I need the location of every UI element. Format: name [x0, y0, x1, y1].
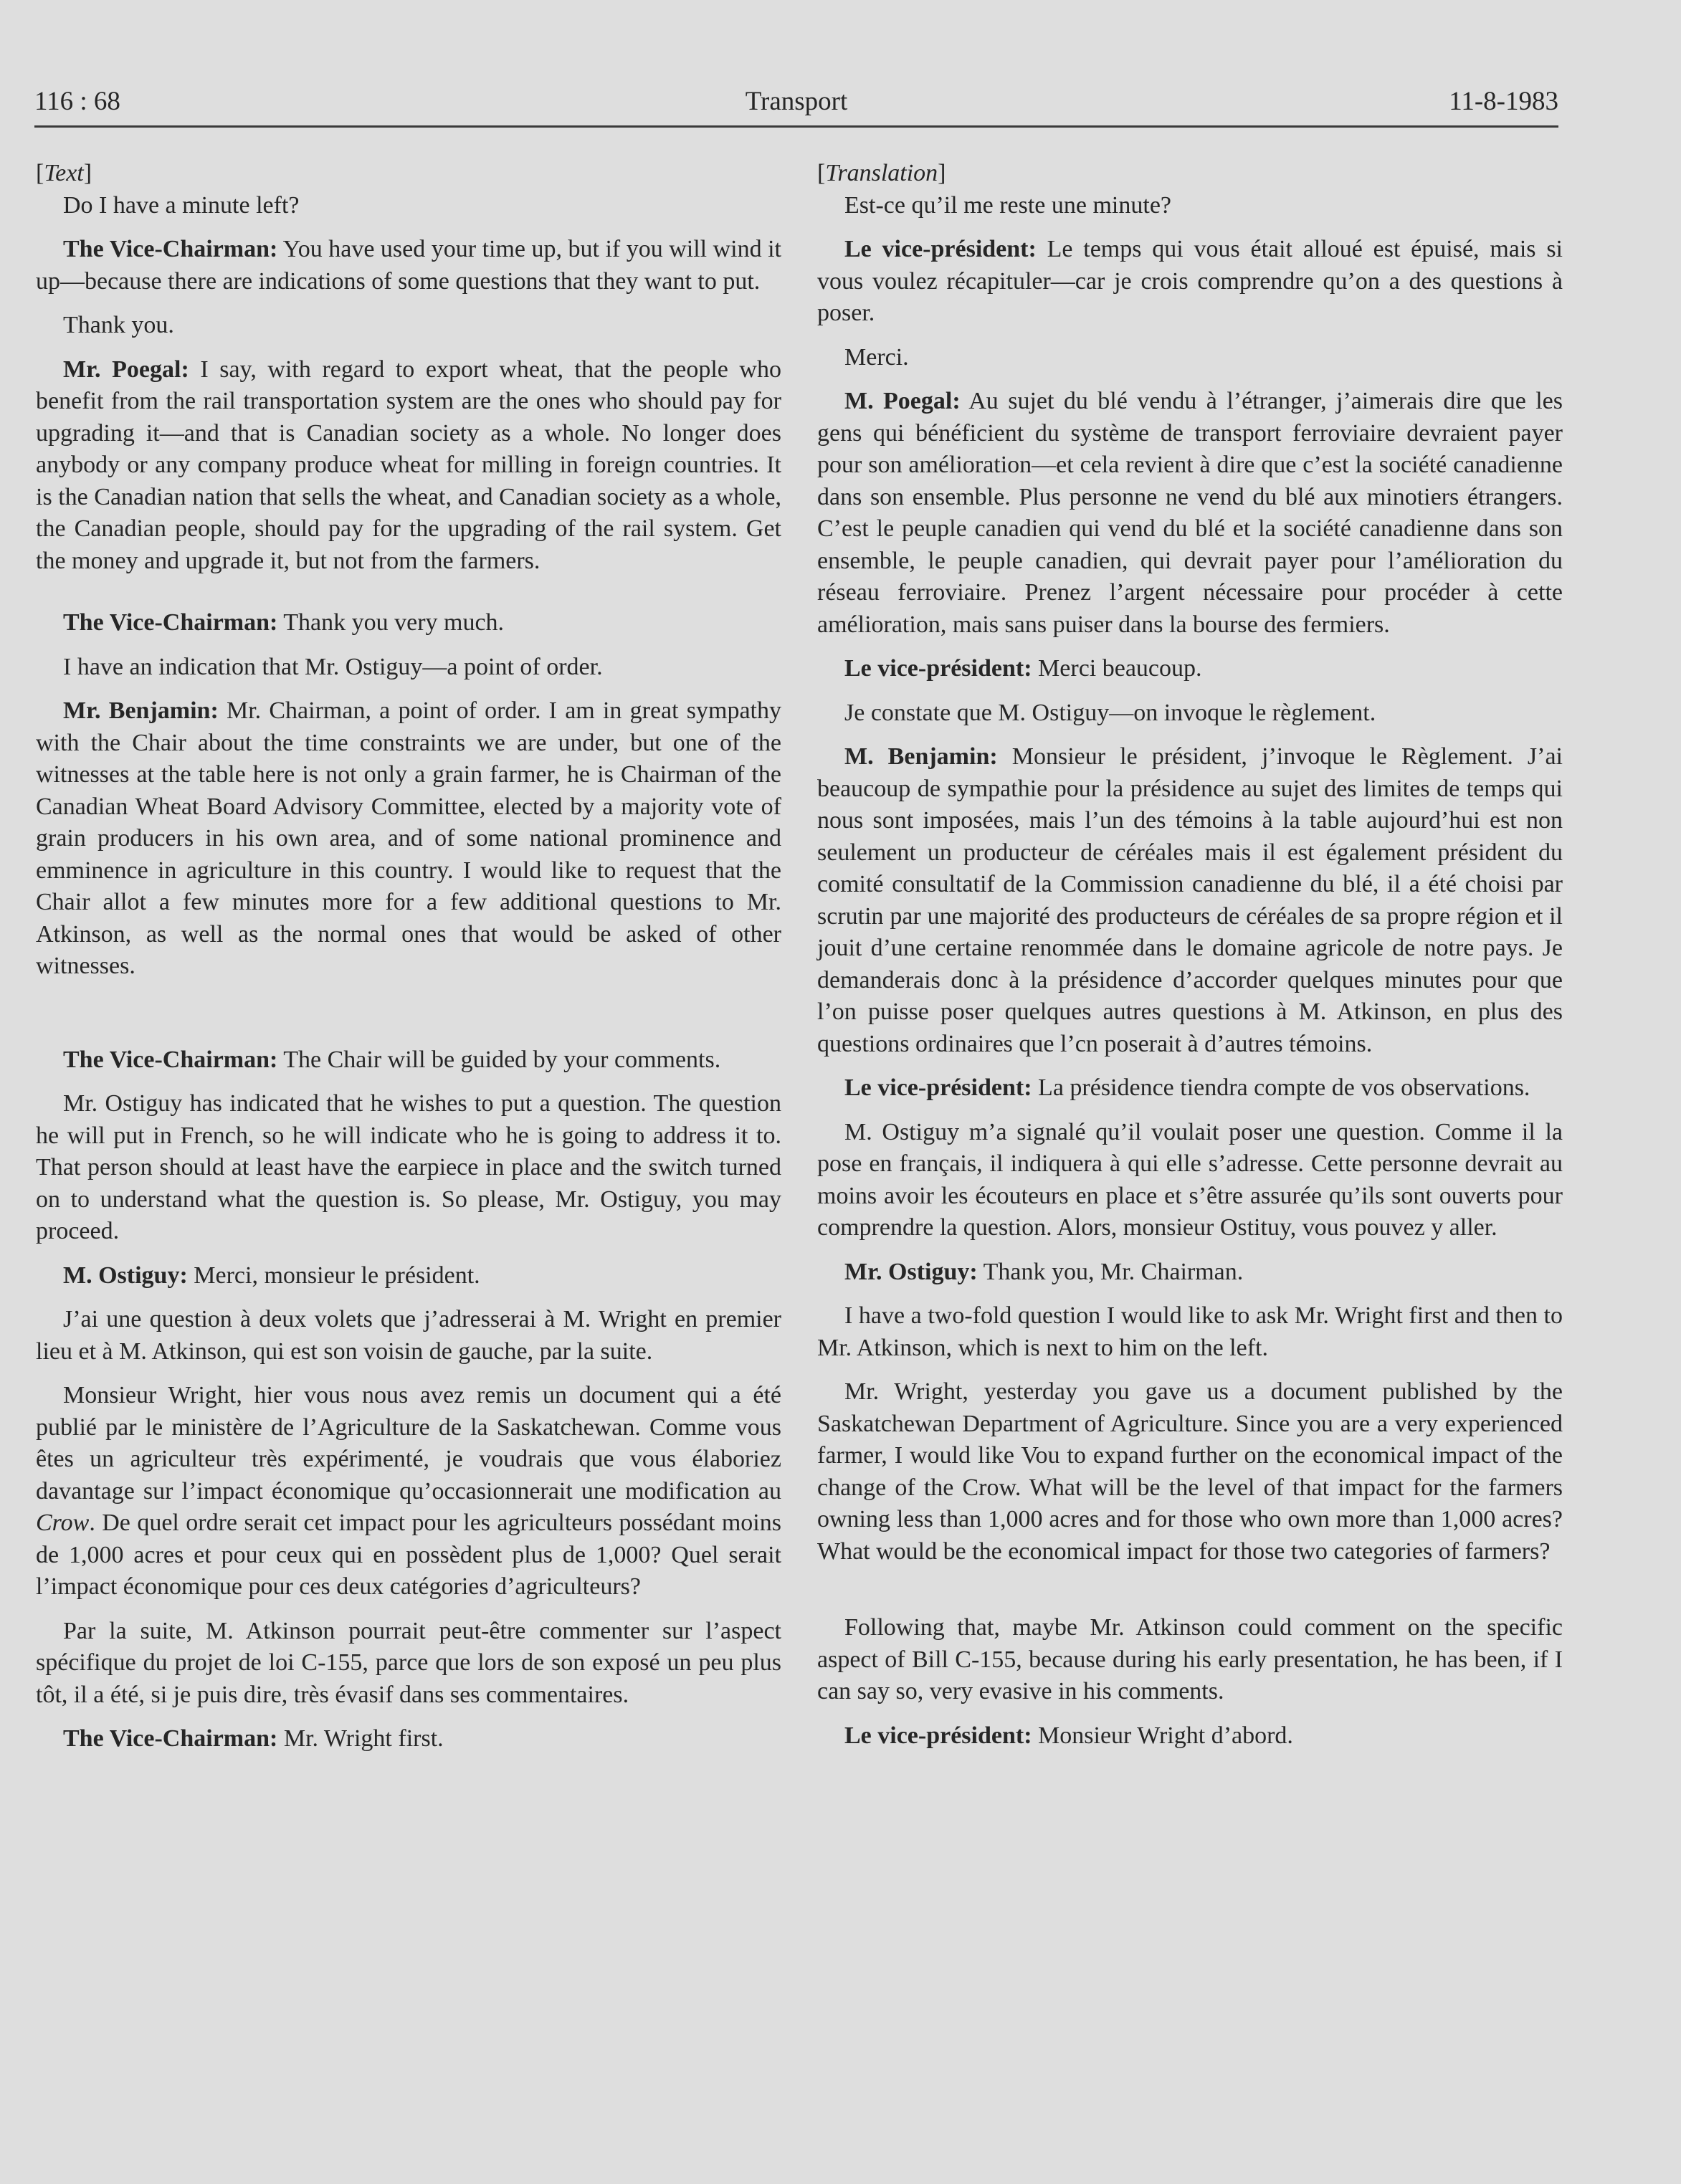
- running-date: 11-8-1983: [1449, 87, 1558, 116]
- paragraph: Je constate que M. Ostiguy—on invoque le règlement.: [844, 699, 1376, 726]
- paragraph: [36, 1260, 781, 1292]
- paragraph: J’ai une question à deux volets que j’adresserai à M. Wright en premier lieu et à M. Atkinson, qui est son voisin de gauche, par la suite.: [36, 1306, 781, 1365]
- speech-text: Merci, monsieur le président.: [187, 1262, 480, 1289]
- italic-term: Crow: [36, 1510, 90, 1536]
- speaker-name: The Vice-Chairman:: [63, 1046, 278, 1073]
- speech-text: Merci beaucoup.: [1032, 655, 1202, 682]
- paragraph: Thank you.: [63, 312, 174, 338]
- paragraph: [36, 1723, 781, 1755]
- paragraph-text: Monsieur Wright, hier vous nous avez remis un document qui a été publié par le ministère de l’Agriculture de la Saskatchewan. Comme vous êtes un agriculteur très expérimenté, je voudrais que vous élaboriez davantage sur l’impact économique qu’occasionnerait une modification au: [36, 1382, 781, 1505]
- paragraph: [817, 1720, 1563, 1753]
- running-head: [34, 80, 1558, 123]
- right-column: [817, 158, 1563, 1764]
- speech-text: Mr. Wright first.: [277, 1725, 444, 1752]
- paragraph: Following that, maybe Mr. Atkinson could comment on the specific aspect of Bill C-155, because during his early presentation, he has been, if I can say so, very evasive in his comments.: [817, 1614, 1563, 1704]
- page-number: 116 : 68: [34, 87, 120, 116]
- speaker-name: Le vice-président:: [844, 1722, 1032, 1749]
- paragraph: [36, 1380, 781, 1603]
- speech-text: Monsieur le président, j’invoque le Règlement. J’ai beaucoup de sympathie pour la présidence au sujet des limites de temps qui nous sont imposées, mais l’un des témoins à la table aujourd’hui est non seulement un producteur de céréales mais il est également président du comité consultatif de la Commission canadienne du blé, il a été choisi par scrutin par une majorité des producteurs de céréales de sa propre région et il jouit d’une certaine renommée dans le domaine agricole de notre pays. Je demanderais donc à la présidence d’accorder quelques minutes pour que l’on puisse poser quelques autres questions à M. Atkinson, en plus des questions ordinaires que l’cn poserait à d’autres témoins.: [817, 743, 1563, 1057]
- speaker-name: M. Benjamin:: [844, 743, 998, 770]
- speech-text: You have used your time up, but if you will wind it up—because there are indications of some questions that they want to put.: [36, 236, 782, 295]
- speaker-name: M. Poegal:: [844, 388, 961, 414]
- paragraph: Mr. Ostiguy has indicated that he wishes to put a question. The question he will put in French, so he will indicate who he is going to address it to. That person should at least have the earpiece in place and the switch turned on to understand what the question is. So please, Mr. Ostiguy, you may proceed.: [36, 1090, 781, 1244]
- speech-text: The Chair will be guided by your comments.: [277, 1046, 721, 1073]
- paragraph: I have an indication that Mr. Ostiguy—a point of order.: [63, 653, 603, 680]
- paragraph: M. Ostiguy m’a signalé qu’il voulait poser une question. Comme il la pose en français, il indiquera à qui elle s’adresse. Cette personne devrait au moins avoir les écouteurs en place et s’être assurée qu’ils sont ouverts pour comprendre la question. Alors, monsieur Ostituy, vous pouvez y aller.: [817, 1118, 1563, 1241]
- speech-text: Thank you, Mr. Chairman.: [977, 1258, 1244, 1285]
- paragraph: Do I have a minute left?: [63, 191, 300, 219]
- paragraph: Est-ce qu’il me reste une minute?: [844, 191, 1171, 219]
- paragraph: Mr. Wright, yesterday you gave us a document published by the Saskatchewan Department of Agriculture. Since you are a very experienced farmer, I would like Vou to expand further on the economical impact of the change of the Crow. What will be the level of that impact for the farmers owning less than 1,000 acres and for those who own more than 1,000 acres? What would be the economical impact for those two categories of farmers?: [817, 1378, 1563, 1565]
- left-column: [36, 158, 781, 1768]
- speaker-name: Le vice-président:: [844, 236, 1037, 262]
- speaker-name: The Vice-Chairman:: [63, 1725, 278, 1752]
- section-label: [Text]: [36, 160, 92, 186]
- paragraph: [36, 234, 781, 297]
- speech-text: Thank you very much.: [277, 609, 505, 636]
- paragraph: Par la suite, M. Atkinson pourrait peut-être commenter sur l’aspect spécifique du projet de loi C-155, parce que lors de son exposé un peu plus tôt, il a été, si je puis dire, très évasif dans ses commentaires.: [36, 1617, 781, 1708]
- speech-text: Le temps qui vous était alloué est épuisé, mais si vous voulez récapituler—car je crois comprendre qu’on a des questions à poser.: [817, 236, 1563, 326]
- speech-text: I say, with regard to export wheat, that the people who benefit from the rail transportation system are the ones who should pay for upgrading it—and that is Canadian society as a whole. No longer does anybody or any company produce wheat for milling in foreign countries. It is the Canadian nation that sells the wheat, and Canadian society as a whole, the Canadian people, should pay for the upgrading of the rail system. Get the money and upgrade it, but not from the farmers.: [36, 356, 781, 574]
- section-label-text: Text: [44, 160, 84, 186]
- header-rule: [34, 125, 1558, 128]
- paragraph: [36, 607, 781, 639]
- speaker-name: Mr. Poegal:: [63, 356, 189, 383]
- paragraph-text: . De quel ordre serait cet impact pour les agriculteurs possédant moins de 1,000 acres et pour ceux qui en possèdent plus de 1,000? Quel serait l’impact économique pour ces deux catégories d’agriculteurs?: [36, 1510, 781, 1600]
- paragraph: [817, 741, 1563, 1060]
- paragraph: [817, 1072, 1563, 1105]
- speaker-name: M. Ostiguy:: [63, 1262, 188, 1289]
- speech-text: Au sujet du blé vendu à l’étranger, j’aimerais dire que les gens qui bénéficient du système de transport ferroviaire devraient payer pour son amélioration—et cela revient à dire que c’est la société canadienne dans son ensemble. Plus personne ne vend du blé aux minotiers étrangers. C’est le peuple canadien qui vend du blé et la société canadienne dans son ensemble, le peuple canadien, qui devrait payer pour l’amélioration du réseau ferroviaire. Prenez l’argent nécessaire pour procéder à cette amélioration, mais sans puiser dans la bourse des fermiers.: [817, 388, 1563, 638]
- paragraph: [817, 386, 1563, 641]
- paragraph: I have a two-fold question I would like to ask Mr. Wright first and then to Mr. Atkinson, which is next to him on the left.: [817, 1302, 1563, 1361]
- speech-text: La présidence tiendra compte de vos observations.: [1032, 1074, 1530, 1101]
- paragraph: [817, 1256, 1563, 1289]
- paragraph: Merci.: [844, 343, 909, 371]
- speaker-name: The Vice-Chairman:: [63, 609, 278, 636]
- speaker-name: Mr. Ostiguy:: [844, 1258, 978, 1285]
- speaker-name: The Vice-Chairman:: [63, 236, 278, 262]
- running-title: Transport: [745, 87, 848, 116]
- speaker-name: Le vice-président:: [844, 1074, 1032, 1101]
- paragraph: [36, 354, 781, 578]
- speech-text: Mr. Chairman, a point of order. I am in great sympathy with the Chair about the time constraints we are under, but one of the witnesses at the table here is not only a grain farmer, he is Chairman of the Canadian Wheat Board Advisory Committee, elected by a majority vote of grain producers in his own area, and of some national prominence and emminence in agriculture in this country. I would like to request that the Chair allot a few minutes more for a few additional questions to Mr. Atkinson, as well as the normal ones that would be asked of other witnesses.: [36, 697, 782, 979]
- section-label: [Translation]: [817, 160, 946, 186]
- speaker-name: Mr. Benjamin:: [63, 697, 219, 724]
- section-label-text: Translation: [825, 160, 938, 186]
- paragraph: [36, 1044, 781, 1077]
- speaker-name: Le vice-président:: [844, 655, 1032, 682]
- paragraph: [817, 234, 1563, 330]
- paragraph: [817, 653, 1563, 685]
- speech-text: Monsieur Wright d’abord.: [1032, 1722, 1293, 1749]
- paragraph: [36, 695, 781, 983]
